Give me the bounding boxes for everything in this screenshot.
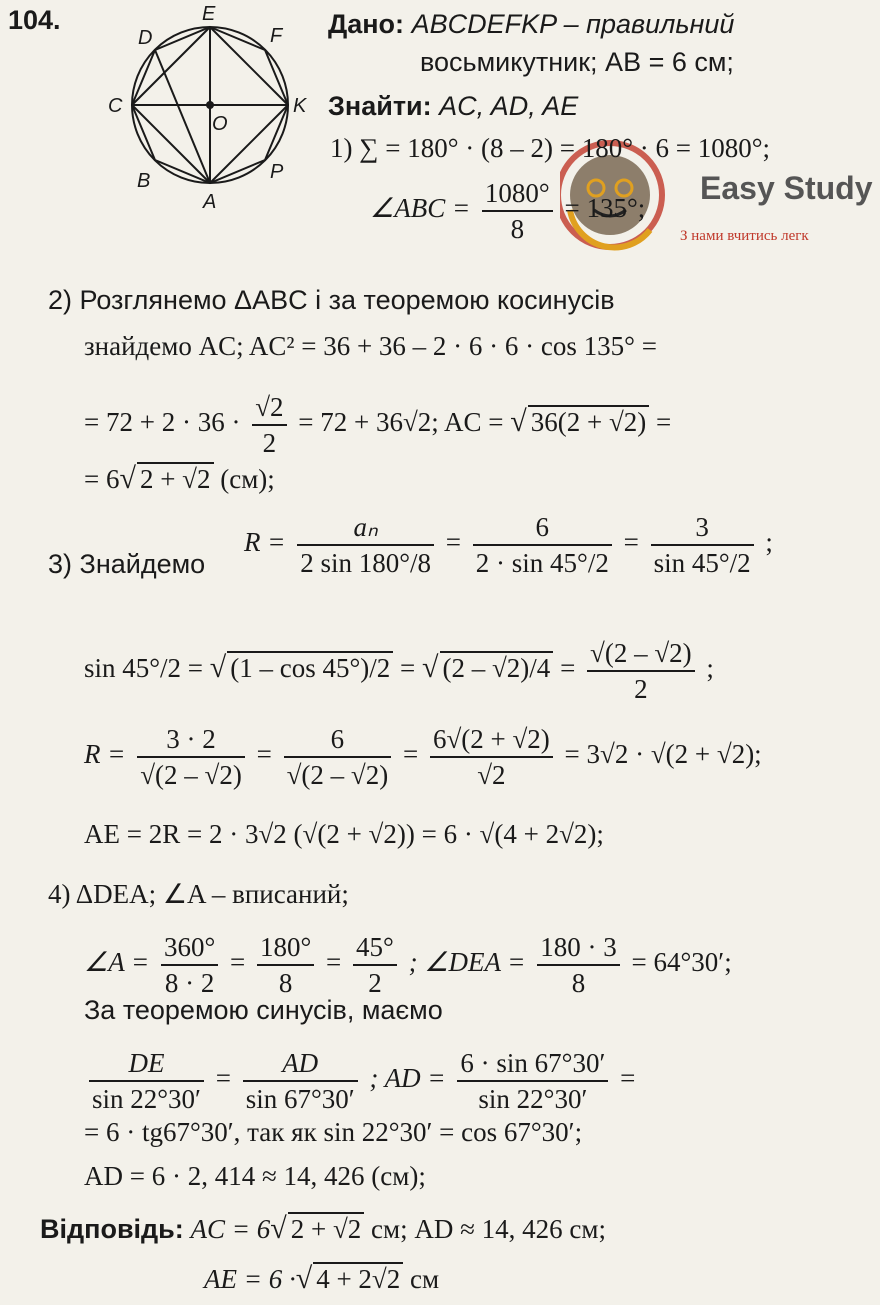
center-label-o: O <box>212 113 228 135</box>
step2-line4: = 6√ 2 + √2 (см); <box>84 462 275 495</box>
step2-line2: знайдемо AC; AC² = 36 + 36 – 2 · 6 · 6 · cos 135° = <box>84 331 657 361</box>
problem-number: 104. <box>8 5 61 35</box>
center-point <box>206 101 214 109</box>
octagon-diagram <box>100 0 330 220</box>
vertex-label-b: B <box>137 170 151 192</box>
step3-ae: AE = 2R = 2 · 3√2 (√(2 + √2)) = 6 · √(4 + 2√2); <box>84 819 604 849</box>
vertex-label-f: F <box>270 25 283 47</box>
answer-line-2: AE = 6 ·√ 4 + 2√2 см <box>204 1262 440 1295</box>
vertex-label-k: K <box>293 95 307 117</box>
step1-angle: ∠ABC = $\frac{1080^\circ}{8}$ = 135°; <box>370 178 646 244</box>
step2-line3: = 72 + 2 · 36 · $\frac{√2}{2}$ = 72 + 36√2; AC = √ 36(2 + √2) = <box>84 392 672 458</box>
step4-sine-theorem: За теоремою синусів, маємо <box>84 995 443 1025</box>
watermark-slogan: З нами вчитись легк <box>680 228 809 244</box>
find-text: AC, AD, AE <box>439 91 579 121</box>
step1-sum: 1) ∑ = 180° · (8 – 2) = 180° · 6 = 1080°; <box>330 133 771 163</box>
step4-sine-ratio: $\frac{DE}{\sin 22^\circ 30'}$ = $\frac{AD}{\sin 67^\circ 30'}$ ; AD = $\frac{6 \cdot \sin 67^\circ 30'}{\sin 22^\circ 30'}$ = <box>84 1046 635 1116</box>
step4-tg: = 6 · tg67°30′, так як sin 22°30′ = cos 67°30′; <box>84 1117 583 1147</box>
given-text: ABCDEFKP – правильний <box>411 9 735 39</box>
given-line-1 <box>328 8 734 40</box>
watermark-title: Easy Study <box>700 170 873 206</box>
step3-radius-formula: R = $\frac{\text{aₙ}}{2 \sin 180^\circ/8}$ = $\frac{6}{2 \cdot \sin 45^\circ/2}$ = $\frac{3}{\sin 45^\circ/2}$ ; <box>244 512 773 578</box>
given-label: Дано: <box>328 9 405 39</box>
step2-line1: 2) Розглянемо ΔABC і за теоремою косинусів <box>48 285 615 315</box>
vertex-label-e: E <box>202 3 216 25</box>
given-line-2: восьмикутник; AB = 6 см; <box>420 47 734 77</box>
vertex-label-d: D <box>138 27 153 49</box>
step4-angles: ∠A = $\frac{360^\circ}{8 \cdot 2}$ = $\frac{180^\circ}{8}$ = $\frac{45^\circ}{2}$ ; ∠DEA = $\frac{180 \cdot 3}{8}$ = 64°30′; <box>84 932 732 998</box>
step4-line1: 4) ΔDEA; ∠A – вписаний; <box>48 879 349 909</box>
vertex-label-c: C <box>108 95 123 117</box>
find-label: Знайти: <box>328 91 432 121</box>
vertex-label-a: A <box>203 191 217 213</box>
answer-line-1: Відповідь: AC = 6√ 2 + √2 см; AD ≈ 14, 426 см; <box>40 1212 606 1245</box>
find-line <box>328 90 578 122</box>
step3-sin-half: sin 45°/2 = √ (1 – cos 45°)/2 = √ (2 – √2)/4 = $\frac{√(2 - √2)}{2}$ ; <box>84 638 714 704</box>
step3-label: 3) Знайдемо <box>48 549 206 579</box>
answer-label: Відповідь: <box>40 1214 184 1244</box>
step3-radius-value: R = $\frac{3 \cdot 2}{√(2 - √2)}$ = $\frac{6}{√(2 - √2)}$ = $\frac{6√(2 + √2)}{√2}$ = 3√2 · √(2 + √2); <box>84 724 762 790</box>
vertex-label-p: P <box>270 161 284 183</box>
step4-ad: AD = 6 · 2, 414 ≈ 14, 426 (см); <box>84 1161 426 1191</box>
